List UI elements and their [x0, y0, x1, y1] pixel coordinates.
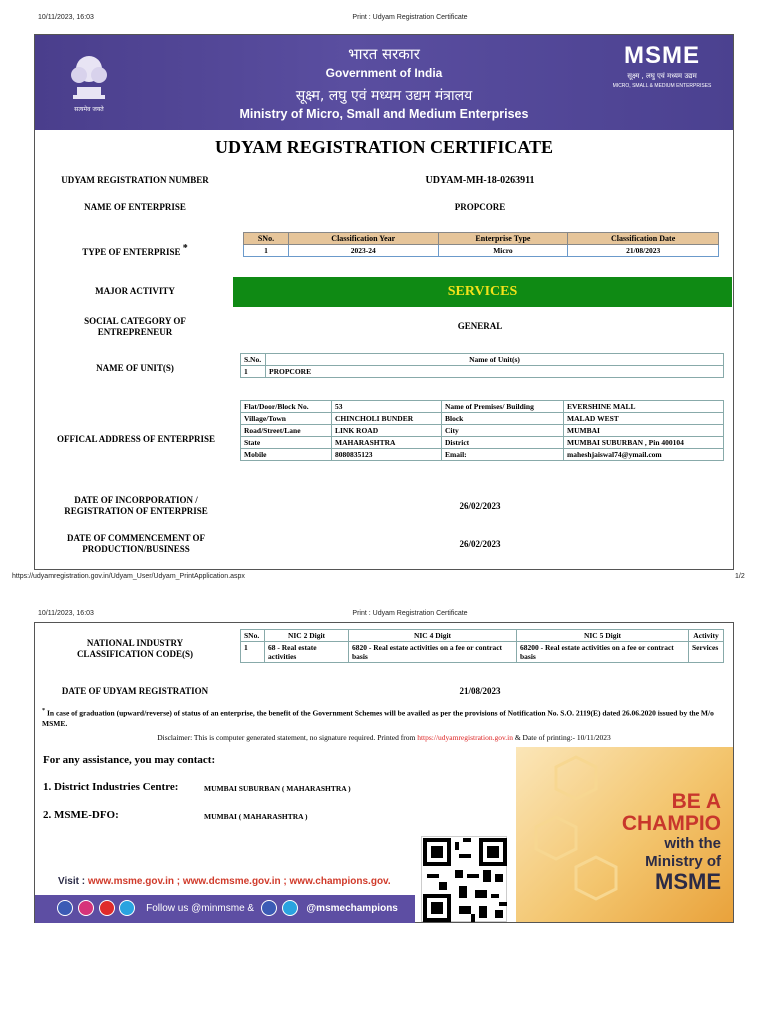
incorporation-date: 26/02/2023 — [459, 501, 501, 511]
nic-table — [240, 629, 724, 663]
champ-line-1: BE A — [671, 790, 721, 813]
qr-code-icon — [421, 836, 507, 922]
msme-logo-hindi: सूक्ष्म , लघु एवं मध्यम उद्यम — [627, 72, 697, 80]
table-cell: CHINCHOLI BUNDER — [332, 413, 442, 425]
disclaimer — [35, 733, 733, 742]
major-activity-value: SERVICES — [233, 277, 732, 307]
facebook-icon-2[interactable] — [261, 900, 277, 916]
table-cell: State — [241, 437, 332, 449]
page-number: 1/2 — [735, 573, 745, 580]
enterprise-name-label: NAME OF ENTERPRISE — [84, 202, 186, 212]
address-table — [240, 400, 724, 461]
social-category: GENERAL — [457, 321, 503, 331]
champ-line-4: Ministry of — [645, 853, 721, 870]
table-cell: Micro — [438, 245, 568, 257]
table-header-cell: Name of Unit(s) — [266, 354, 724, 366]
print-title: Print : Udyam Registration Certificate — [352, 14, 468, 21]
instagram-icon[interactable] — [78, 900, 94, 916]
udyam-date: 21/08/2023 — [459, 686, 501, 696]
classification-header: Classification Year — [288, 233, 438, 245]
visit-links[interactable]: www.msme.gov.in ; www.dcmsme.gov.in ; www.champions.gov. — [87, 876, 391, 887]
msme-logo-text: MSME — [624, 42, 700, 69]
champ-line-5: MSME — [655, 869, 721, 894]
table-cell: 68200 - Real estate activities on a fee or contract basis — [517, 642, 689, 663]
address-label: OFFICAL ADDRESS OF ENTERPRISE — [57, 434, 215, 444]
classification-header-row — [244, 233, 719, 245]
table-header-cell: S.No. — [241, 354, 266, 366]
reg-number-label: UDYAM REGISTRATION NUMBER — [61, 175, 209, 185]
disclaimer-post: & Date of printing:- 10/11/2023 — [514, 733, 611, 742]
table-cell: MUMBAI SUBURBAN , Pin 400104 — [564, 437, 724, 449]
enterprise-type-label — [50, 243, 220, 258]
facebook-icon[interactable] — [57, 900, 73, 916]
table-cell: MALAD WEST — [564, 413, 724, 425]
table-header-cell: NIC 4 Digit — [349, 630, 517, 642]
social-band — [35, 895, 415, 923]
units-table — [240, 353, 724, 378]
emblem-caption: सत्यमेव जयते — [74, 106, 104, 113]
assist-heading: For any assistance, you may contact: — [43, 754, 216, 766]
champ-line-3: with the — [664, 835, 721, 852]
table-row — [241, 437, 724, 449]
table-cell: 8080835123 — [332, 449, 442, 461]
visit-label: Visit : — [58, 876, 86, 887]
nic-label: NATIONAL INDUSTRY CLASSIFICATION CODE(S) — [76, 638, 194, 659]
enterprise-type-star: * — [182, 243, 188, 254]
commencement-label: DATE OF COMMENCEMENT OF PRODUCTION/BUSINESS — [66, 533, 206, 554]
youtube-icon[interactable] — [99, 900, 115, 916]
table-cell: 2023-24 — [288, 245, 438, 257]
graduation-note — [42, 706, 727, 729]
table-row — [241, 413, 724, 425]
table-cell: Name of Premises/ Building — [442, 401, 564, 413]
reg-number: UDYAM-MH-18-0263911 — [425, 175, 535, 186]
banner-ministry: Ministry of Micro, Small and Medium Enterprises — [239, 107, 529, 121]
table-cell: City — [442, 425, 564, 437]
table-cell: 21/08/2023 — [568, 245, 719, 257]
note-text: In case of graduation (upward/reverse) of status of an enterprise, the benefit of the Government Schemes will be availed as per the provisions of Notification No. S.O. 2119(E) dated 26.06.2020 issued by the M/o MSME. — [42, 708, 714, 728]
print-datetime-2: 10/11/2023, 16:03 — [38, 610, 94, 617]
follow-text-1: Follow us @minmsme & — [146, 902, 255, 914]
visit-line — [58, 876, 391, 887]
table-cell: 68 - Real estate activities — [265, 642, 349, 663]
table-cell: Flat/Door/Block No. — [241, 401, 332, 413]
table-header-cell: Activity — [689, 630, 724, 642]
dic-value: MUMBAI SUBURBAN ( MAHARASHTRA ) — [204, 784, 351, 793]
table-cell: maheshjaiswal74@ymail.com — [564, 449, 724, 461]
dfo-label: 2. MSME-DFO: — [43, 809, 119, 821]
table-row — [241, 401, 724, 413]
twitter-icon[interactable] — [119, 900, 135, 916]
print-url[interactable]: https://udyamregistration.gov.in/Udyam_User/Udyam_PrintApplication.aspx — [12, 573, 245, 580]
table-header-cell: SNo. — [241, 630, 265, 642]
table-row — [241, 366, 724, 378]
govt-banner — [35, 35, 733, 130]
enterprise-name: PROPCORE — [454, 202, 506, 212]
banner-hindi-ministry: सूक्ष्म, लघु एवं मध्यम उद्यम मंत्रालय — [295, 88, 473, 104]
table-cell: Mobile — [241, 449, 332, 461]
dfo-value: MUMBAI ( MAHARASHTRA ) — [204, 812, 308, 821]
enterprise-type-label-text: TYPE OF ENTERPRISE — [82, 247, 181, 257]
twitter-icon-2[interactable] — [282, 900, 298, 916]
banner-hindi-govt: भारत सरकार — [348, 45, 420, 63]
disclaimer-link[interactable]: https://udyamregistration.gov.in — [417, 733, 513, 742]
udyam-date-label: DATE OF UDYAM REGISTRATION — [61, 686, 209, 696]
table-cell: 1 — [244, 245, 289, 257]
msme-logo — [607, 43, 717, 89]
dic-label: 1. District Industries Centre: — [43, 781, 179, 793]
table-cell: 6820 - Real estate activities on a fee or contract basis — [349, 642, 517, 663]
champion-ad — [516, 747, 733, 922]
table-cell: PROPCORE — [266, 366, 724, 378]
classification-header: Enterprise Type — [438, 233, 568, 245]
table-cell: EVERSHINE MALL — [564, 401, 724, 413]
table-row — [241, 425, 724, 437]
classification-table — [243, 232, 719, 257]
table-row — [241, 630, 724, 642]
table-cell: District — [442, 437, 564, 449]
major-activity-label: MAJOR ACTIVITY — [95, 286, 175, 296]
social-category-label: SOCIAL CATEGORY OF ENTREPRENEUR — [84, 316, 186, 337]
note-star: * — [42, 707, 46, 714]
incorporation-label: DATE OF INCORPORATION / REGISTRATION OF ENTERPRISE — [64, 495, 208, 516]
table-cell: Block — [442, 413, 564, 425]
follow-text-2: @msmechampions — [306, 902, 398, 914]
certificate-title: UDYAM REGISTRATION CERTIFICATE — [214, 137, 554, 157]
classification-header: SNo. — [244, 233, 289, 245]
table-cell: MAHARASHTRA — [332, 437, 442, 449]
table-row — [241, 449, 724, 461]
table-cell: Services — [689, 642, 724, 663]
table-cell: Road/Street/Lane — [241, 425, 332, 437]
units-label: NAME OF UNIT(S) — [96, 363, 174, 373]
commencement-date: 26/02/2023 — [459, 539, 501, 549]
champ-line-2: CHAMPIO — [621, 812, 721, 835]
table-cell: 1 — [241, 642, 265, 663]
table-cell: Village/Town — [241, 413, 332, 425]
table-cell: LINK ROAD — [332, 425, 442, 437]
banner-govt: Government of India — [325, 66, 443, 80]
table-cell: 1 — [241, 366, 266, 378]
table-row — [241, 642, 724, 663]
table-cell: 53 — [332, 401, 442, 413]
table-header-cell: NIC 5 Digit — [517, 630, 689, 642]
table-row — [241, 354, 724, 366]
table-header-cell: NIC 2 Digit — [265, 630, 349, 642]
table-cell: MUMBAI — [564, 425, 724, 437]
print-title-2: Print : Udyam Registration Certificate — [352, 610, 468, 617]
print-datetime: 10/11/2023, 16:03 — [38, 14, 94, 21]
table-cell: Email: — [442, 449, 564, 461]
classification-header: Classification Date — [568, 233, 719, 245]
msme-logo-sub: MICRO, SMALL & MEDIUM ENTERPRISES — [612, 83, 712, 89]
table-row — [244, 245, 719, 257]
disclaimer-pre: Disclaimer: This is computer generated statement, no signature required. Printed from — [157, 733, 416, 742]
